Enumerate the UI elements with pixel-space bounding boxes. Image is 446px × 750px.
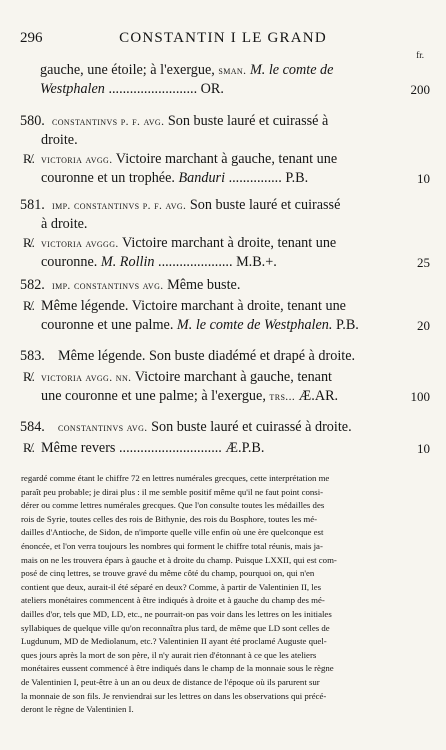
- text-run: Même légende. Victoire marchant à droite, tenant une: [41, 298, 346, 314]
- text-run: une couronne et une palme; à l'exergue,: [41, 388, 270, 404]
- footnote-line: dérer ou comme lettres numérales grecques. Que l'on consulte toutes les médailles des: [21, 500, 325, 511]
- footnote-line: dailles d'Antioche, de Sidon, de n'importe quelle ville enfin où une ère quelconque est: [21, 527, 324, 538]
- legend-text: constantinvs p. f. avg.: [52, 116, 165, 128]
- footnote-line: monétaires eussent commencé à être indiqués dans le champ de la monnaie sous le règne: [21, 663, 334, 674]
- text-run: Son buste lauré et cuirassé à droite.: [147, 419, 352, 435]
- entry-line: [40, 80, 224, 98]
- text-run: couronne et un trophée.: [41, 170, 179, 186]
- text-run: Son buste lauré et cuirassé: [186, 197, 341, 213]
- footnote-line: de Valentinien I, peut-être à un an ou deux de distance de l'époque où ils parurent sur: [21, 677, 320, 687]
- text-run: Même buste.: [163, 277, 241, 293]
- text-run: Victoire marchant à gauche, tenant: [131, 369, 332, 385]
- reverse-mark: R̸.: [23, 235, 35, 250]
- footnote-line: syllabiques de quelque ville qu'on reconnaîtra plus tard, de même que LD sont celles de: [21, 622, 330, 633]
- text-run: ......................... OR.: [104, 81, 224, 97]
- footnote-line: rois de Syrie, toutes celles des rois de Bithynie, des rois du Bosphore, toutes les mé-: [21, 513, 318, 524]
- footnote-line: contient que deux, aurait-il été séparé en deux? Comme, à partir de Valentinien II, les: [21, 581, 322, 592]
- entry-line: [41, 316, 359, 334]
- text-run: Son buste lauré et cuirassé à: [164, 113, 329, 129]
- page-title: CONSTANTIN I LE GRAND: [119, 30, 327, 46]
- entry-line: [41, 131, 78, 149]
- reverse-mark: R̸.: [23, 151, 35, 166]
- entry-number: 584.: [20, 419, 45, 435]
- entry-line: [52, 196, 340, 215]
- text-run: Æ.AR.: [295, 388, 339, 404]
- running-header: [20, 30, 426, 60]
- collection-name: M. le comte de Westphalen.: [176, 317, 333, 333]
- footnote-line: la monnaie de son fils. Je renviendrai sur les lettres on dans les observations qui précé-: [21, 690, 327, 701]
- text-run: P.B.: [332, 317, 359, 333]
- legend-text: victoria avggg.: [41, 238, 119, 250]
- legend-text: victoria avgg.: [41, 154, 113, 166]
- text-run: ..................... M.B.+.: [154, 254, 277, 270]
- footnote-line: mais on ne les trouvera épars à gauche et à droite du champ. Puisque LXXII, qui est com-: [21, 554, 337, 565]
- collection-name: Banduri: [178, 170, 226, 186]
- reverse-mark: R̸.: [23, 440, 35, 455]
- footnote-line: dailles d'or, tels que MD, LD, etc., ne pourrait-on pas voir dans les lettres on les initiales: [21, 609, 332, 619]
- footnote-line: posé de cinq lettres, se trouve gravé du même côté du champ, pourquoi on, qui n'en: [21, 568, 315, 579]
- price-value: 10: [417, 441, 430, 456]
- legend-text: sman.: [218, 65, 247, 77]
- legend-text: victoria avgg. nn.: [41, 372, 132, 384]
- collection-name: Westphalen: [40, 81, 105, 97]
- column-label-francs: fr.: [416, 50, 424, 60]
- entry-line: [41, 297, 346, 315]
- text-run: Même légende. Son buste diadémé et drapé à droite.: [58, 348, 356, 364]
- entry-line: [41, 253, 277, 271]
- entry-line: [41, 215, 87, 233]
- page-number: 296: [20, 30, 43, 46]
- text-run: Victoire marchant à gauche, tenant une: [112, 151, 338, 167]
- price-value: 20: [417, 318, 430, 333]
- entry-line: [41, 150, 337, 169]
- footnote-line: deront le règne de Valentinien I.: [21, 704, 134, 715]
- entry-line: [52, 276, 240, 295]
- entry-line: [52, 112, 328, 131]
- footnote-line: paraît peu probable; je dirai plus : il me semble positif même qu'il ne faut point consi-: [21, 486, 324, 497]
- legend-text: constantinvs avg.: [58, 422, 148, 434]
- reverse-mark: R̸.: [23, 369, 35, 384]
- legend-text: trs...: [269, 391, 296, 403]
- entry-line: [40, 61, 333, 80]
- text-run: à droite.: [41, 216, 88, 232]
- entry-number: 582.: [20, 277, 45, 293]
- footnote-line: ques jours après la mort de son père, il n'y aurait rien d'étonnant à ce que les ateliers: [21, 649, 317, 660]
- text-run: droite.: [41, 132, 78, 148]
- price-value: 10: [417, 171, 430, 186]
- entry-line: [41, 387, 338, 406]
- text-run: couronne et une palme.: [41, 317, 177, 333]
- entry-number: 580.: [20, 113, 45, 129]
- price-value: 200: [410, 82, 430, 97]
- text-run: Même revers ............................. Æ.P.B.: [41, 440, 265, 456]
- text-run: ............... P.B.: [225, 170, 309, 186]
- footnote-line: ateliers monétaires commencent à être indiqués à droite et à gauche du champ des mé-: [21, 595, 325, 606]
- footnote-line: regardé comme étant le chiffre 72 en lettres numérales grecques, cette interprétation me: [21, 473, 330, 483]
- collection-name: M. le comte de: [249, 62, 334, 78]
- legend-text: imp. constantinvs avg.: [52, 280, 164, 292]
- text-run: Victoire marchant à droite, tenant une: [118, 235, 337, 251]
- entry-line: [41, 439, 264, 457]
- entry-line: [58, 418, 352, 437]
- entry-number: 581.: [20, 197, 45, 213]
- text-run: couronne.: [41, 254, 101, 270]
- legend-text: imp. constantinvs p. f. avg.: [52, 200, 187, 212]
- reverse-mark: R̸.: [23, 298, 35, 313]
- price-value: 100: [410, 389, 430, 404]
- entry-number: 583.: [20, 348, 45, 364]
- collection-name: M. Rollin: [100, 254, 155, 270]
- text-run: gauche, une étoile; à l'exergue,: [40, 62, 219, 78]
- entry-line: [58, 347, 355, 365]
- footnote-line: énoncée, et l'on verra toujours les nombres qui forment le chiffre total réunis, mais ja-: [21, 541, 323, 551]
- footnote-line: Lugdunum, MD de Mediolanum, etc.? Valentinien II ayant été proclamé Auguste quel-: [21, 636, 327, 647]
- price-value: 25: [417, 255, 430, 270]
- entry-line: [41, 234, 336, 253]
- entry-line: [41, 169, 308, 187]
- entry-line: [41, 368, 332, 387]
